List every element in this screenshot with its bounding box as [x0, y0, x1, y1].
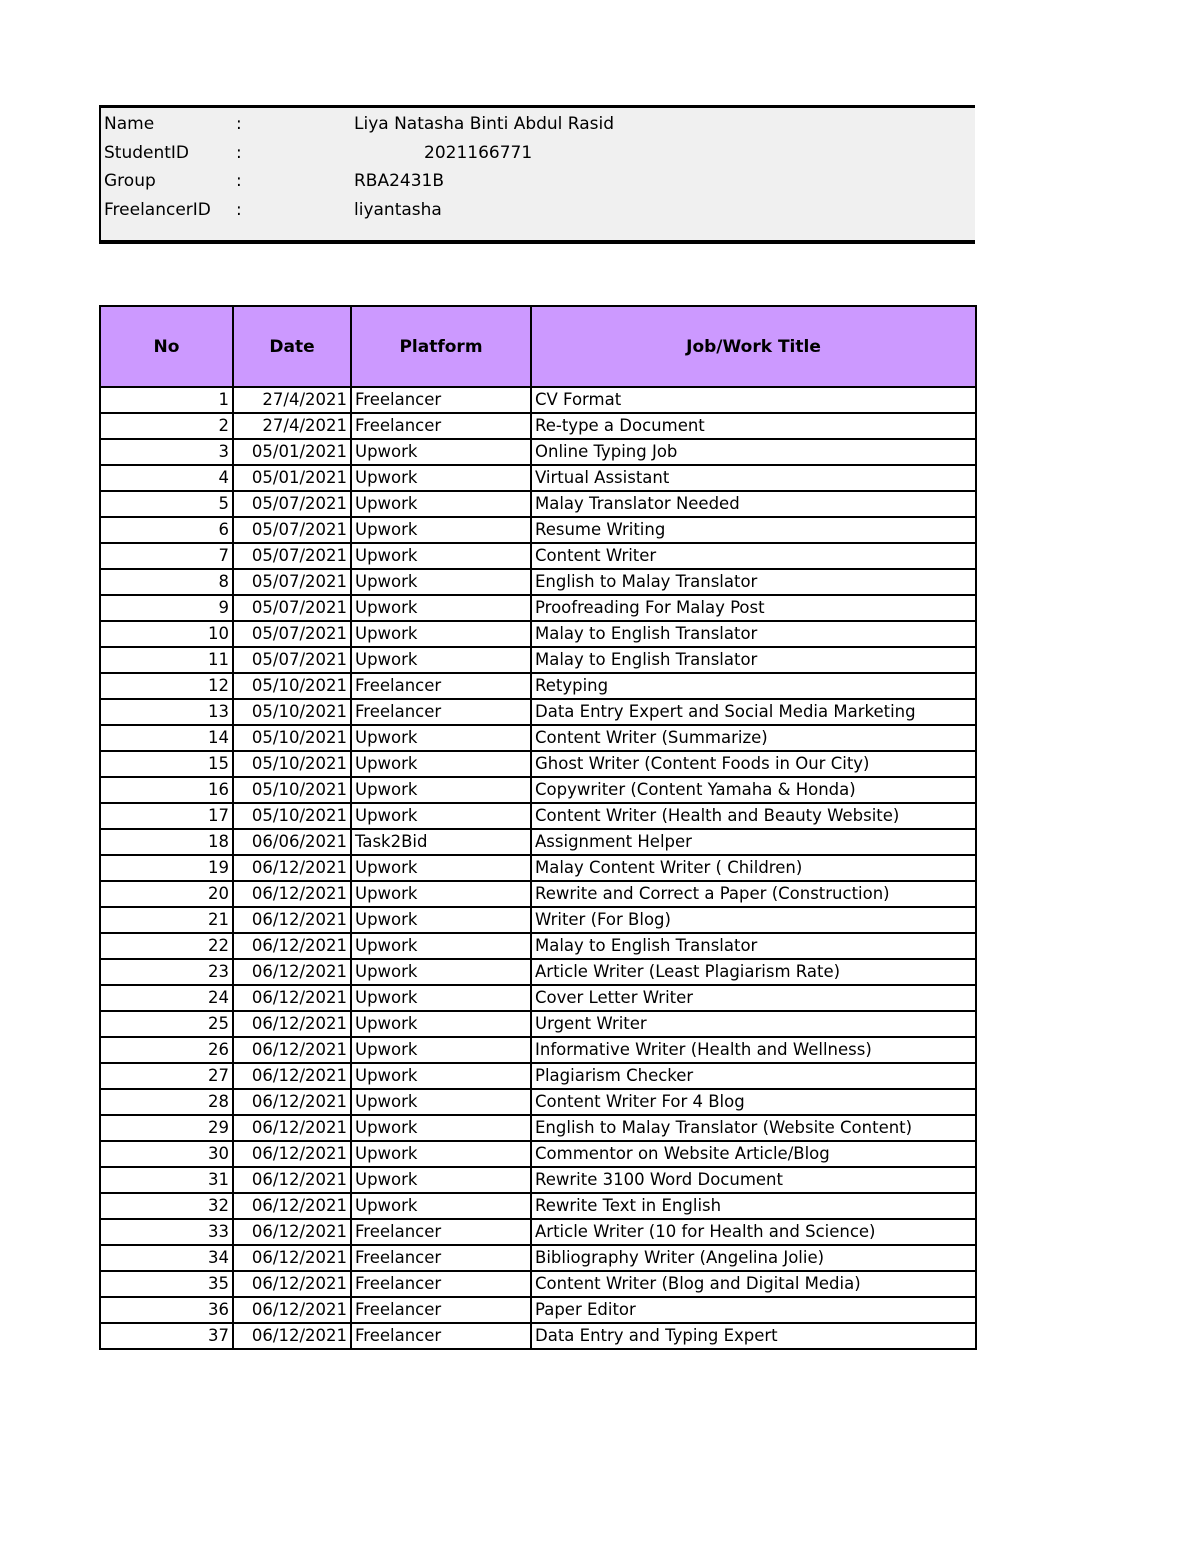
job-log-table — [99, 305, 977, 1350]
table-row — [100, 829, 976, 855]
cell-job-title: Article Writer (10 for Health and Science) — [531, 1219, 976, 1245]
table-header-row — [100, 306, 976, 387]
cell-job-title: Malay to English Translator — [531, 621, 976, 647]
cell-platform: Upwork — [351, 517, 531, 543]
cell-platform: Upwork — [351, 1063, 531, 1089]
cell-job-title: Content Writer For 4 Blog — [531, 1089, 976, 1115]
cell-no: 6 — [100, 517, 233, 543]
cell-platform: Upwork — [351, 959, 531, 985]
table-row — [100, 1245, 976, 1271]
cell-job-title: Malay to English Translator — [531, 933, 976, 959]
cell-date: 06/12/2021 — [233, 1115, 351, 1141]
student-id-value: 2021166771 — [424, 143, 533, 163]
info-row-group — [101, 167, 975, 196]
cell-job-title: Retyping — [531, 673, 976, 699]
group-colon: : — [236, 171, 242, 191]
cell-no: 3 — [100, 439, 233, 465]
cell-platform: Upwork — [351, 439, 531, 465]
cell-platform: Upwork — [351, 907, 531, 933]
cell-no: 35 — [100, 1271, 233, 1297]
table-row — [100, 1115, 976, 1141]
cell-date: 05/01/2021 — [233, 465, 351, 491]
table-row — [100, 1089, 976, 1115]
cell-job-title: Copywriter (Content Yamaha & Honda) — [531, 777, 976, 803]
cell-date: 06/12/2021 — [233, 985, 351, 1011]
name-value: Liya Natasha Binti Abdul Rasid — [354, 114, 615, 134]
cell-no: 26 — [100, 1037, 233, 1063]
cell-platform: Upwork — [351, 491, 531, 517]
cell-no: 5 — [100, 491, 233, 517]
cell-platform: Freelancer — [351, 1271, 531, 1297]
cell-date: 05/07/2021 — [233, 569, 351, 595]
cell-platform: Upwork — [351, 1141, 531, 1167]
cell-date: 06/12/2021 — [233, 1167, 351, 1193]
freelancer-id-label: FreelancerID — [104, 200, 211, 220]
cell-platform: Upwork — [351, 1037, 531, 1063]
cell-no: 29 — [100, 1115, 233, 1141]
cell-no: 33 — [100, 1219, 233, 1245]
cell-platform: Upwork — [351, 543, 531, 569]
table-row — [100, 439, 976, 465]
cell-no: 13 — [100, 699, 233, 725]
header-platform: Platform — [351, 306, 531, 387]
freelancer-id-colon: : — [236, 200, 242, 220]
table-row — [100, 725, 976, 751]
cell-platform: Upwork — [351, 881, 531, 907]
group-value: RBA2431B — [354, 171, 445, 191]
cell-platform: Upwork — [351, 1011, 531, 1037]
cell-no: 4 — [100, 465, 233, 491]
cell-no: 27 — [100, 1063, 233, 1089]
cell-no: 30 — [100, 1141, 233, 1167]
cell-job-title: Content Writer (Blog and Digital Media) — [531, 1271, 976, 1297]
header-no: No — [100, 306, 233, 387]
cell-job-title: Commentor on Website Article/Blog — [531, 1141, 976, 1167]
cell-no: 28 — [100, 1089, 233, 1115]
cell-platform: Freelancer — [351, 1245, 531, 1271]
cell-no: 24 — [100, 985, 233, 1011]
table-row — [100, 543, 976, 569]
table-row — [100, 595, 976, 621]
cell-date: 06/12/2021 — [233, 959, 351, 985]
cell-job-title: Re-type a Document — [531, 413, 976, 439]
cell-platform: Upwork — [351, 1089, 531, 1115]
cell-job-title: Rewrite 3100 Word Document — [531, 1167, 976, 1193]
cell-job-title: Data Entry Expert and Social Media Marketing — [531, 699, 976, 725]
table-row — [100, 1141, 976, 1167]
cell-job-title: Virtual Assistant — [531, 465, 976, 491]
cell-date: 05/10/2021 — [233, 803, 351, 829]
student-id-label: StudentID — [104, 143, 190, 163]
cell-platform: Freelancer — [351, 699, 531, 725]
cell-date: 06/12/2021 — [233, 1271, 351, 1297]
cell-job-title: Urgent Writer — [531, 1011, 976, 1037]
cell-no: 31 — [100, 1167, 233, 1193]
cell-date: 06/12/2021 — [233, 1193, 351, 1219]
table-row — [100, 1063, 976, 1089]
cell-job-title: Rewrite Text in English — [531, 1193, 976, 1219]
cell-job-title: Malay to English Translator — [531, 647, 976, 673]
info-row-freelancer-id — [101, 196, 975, 225]
table-row — [100, 1011, 976, 1037]
cell-no: 2 — [100, 413, 233, 439]
cell-job-title: Plagiarism Checker — [531, 1063, 976, 1089]
cell-platform: Freelancer — [351, 673, 531, 699]
cell-date: 06/12/2021 — [233, 881, 351, 907]
cell-date: 06/12/2021 — [233, 855, 351, 881]
cell-job-title: Rewrite and Correct a Paper (Construction) — [531, 881, 976, 907]
cell-job-title: Article Writer (Least Plagiarism Rate) — [531, 959, 976, 985]
table-row — [100, 491, 976, 517]
cell-job-title: Paper Editor — [531, 1297, 976, 1323]
cell-no: 34 — [100, 1245, 233, 1271]
cell-date: 05/07/2021 — [233, 621, 351, 647]
cell-date: 06/12/2021 — [233, 907, 351, 933]
cell-platform: Task2Bid — [351, 829, 531, 855]
cell-platform: Upwork — [351, 465, 531, 491]
table-row — [100, 1193, 976, 1219]
name-colon: : — [236, 114, 242, 134]
cell-date: 05/10/2021 — [233, 777, 351, 803]
header-job-title: Job/Work Title — [531, 306, 976, 387]
cell-platform: Upwork — [351, 751, 531, 777]
table-row — [100, 517, 976, 543]
cell-platform: Upwork — [351, 1167, 531, 1193]
cell-no: 32 — [100, 1193, 233, 1219]
group-label: Group — [104, 171, 156, 191]
cell-platform: Freelancer — [351, 1297, 531, 1323]
cell-job-title: Data Entry and Typing Expert — [531, 1323, 976, 1349]
cell-job-title: Ghost Writer (Content Foods in Our City) — [531, 751, 976, 777]
cell-job-title: Cover Letter Writer — [531, 985, 976, 1011]
cell-date: 06/12/2021 — [233, 1063, 351, 1089]
cell-job-title: Content Writer (Health and Beauty Website) — [531, 803, 976, 829]
cell-no: 9 — [100, 595, 233, 621]
cell-platform: Upwork — [351, 985, 531, 1011]
cell-platform: Freelancer — [351, 387, 531, 413]
table-row — [100, 933, 976, 959]
cell-no: 7 — [100, 543, 233, 569]
cell-job-title: Content Writer (Summarize) — [531, 725, 976, 751]
table-row — [100, 673, 976, 699]
cell-date: 06/12/2021 — [233, 1141, 351, 1167]
table-body — [100, 387, 976, 1349]
cell-platform: Upwork — [351, 1193, 531, 1219]
cell-platform: Upwork — [351, 647, 531, 673]
table-row — [100, 959, 976, 985]
cell-job-title: Malay Content Writer ( Children) — [531, 855, 976, 881]
cell-date: 06/12/2021 — [233, 1219, 351, 1245]
cell-no: 25 — [100, 1011, 233, 1037]
cell-platform: Upwork — [351, 621, 531, 647]
table-row — [100, 803, 976, 829]
table-row — [100, 1037, 976, 1063]
cell-platform: Upwork — [351, 1115, 531, 1141]
cell-job-title: English to Malay Translator — [531, 569, 976, 595]
cell-date: 05/10/2021 — [233, 725, 351, 751]
table-row — [100, 855, 976, 881]
cell-no: 1 — [100, 387, 233, 413]
cell-no: 19 — [100, 855, 233, 881]
table-row — [100, 1219, 976, 1245]
cell-no: 8 — [100, 569, 233, 595]
cell-platform: Freelancer — [351, 1219, 531, 1245]
cell-date: 05/07/2021 — [233, 517, 351, 543]
table-row — [100, 881, 976, 907]
header-date: Date — [233, 306, 351, 387]
cell-no: 14 — [100, 725, 233, 751]
student-info-box — [99, 105, 975, 244]
table-row — [100, 413, 976, 439]
table-row — [100, 1323, 976, 1349]
cell-no: 36 — [100, 1297, 233, 1323]
cell-platform: Freelancer — [351, 413, 531, 439]
table-row — [100, 647, 976, 673]
cell-job-title: Proofreading For Malay Post — [531, 595, 976, 621]
cell-date: 06/12/2021 — [233, 1297, 351, 1323]
cell-job-title: Content Writer — [531, 543, 976, 569]
cell-date: 05/07/2021 — [233, 543, 351, 569]
cell-no: 18 — [100, 829, 233, 855]
cell-platform: Upwork — [351, 803, 531, 829]
cell-no: 10 — [100, 621, 233, 647]
cell-platform: Upwork — [351, 933, 531, 959]
cell-date: 06/12/2021 — [233, 1089, 351, 1115]
cell-date: 06/12/2021 — [233, 1011, 351, 1037]
cell-date: 06/12/2021 — [233, 933, 351, 959]
table-row — [100, 569, 976, 595]
cell-no: 12 — [100, 673, 233, 699]
table-row — [100, 1271, 976, 1297]
cell-no: 11 — [100, 647, 233, 673]
cell-job-title: Writer (For Blog) — [531, 907, 976, 933]
cell-date: 05/01/2021 — [233, 439, 351, 465]
cell-date: 27/4/2021 — [233, 387, 351, 413]
cell-date: 06/12/2021 — [233, 1245, 351, 1271]
table-row — [100, 1167, 976, 1193]
cell-platform: Upwork — [351, 569, 531, 595]
cell-platform: Freelancer — [351, 1323, 531, 1349]
cell-date: 06/12/2021 — [233, 1323, 351, 1349]
cell-no: 22 — [100, 933, 233, 959]
cell-job-title: CV Format — [531, 387, 976, 413]
table-row — [100, 907, 976, 933]
info-row-name — [101, 110, 975, 139]
cell-platform: Upwork — [351, 855, 531, 881]
student-id-colon: : — [236, 143, 242, 163]
cell-date: 06/06/2021 — [233, 829, 351, 855]
table-row — [100, 985, 976, 1011]
cell-job-title: Bibliography Writer (Angelina Jolie) — [531, 1245, 976, 1271]
cell-job-title: Online Typing Job — [531, 439, 976, 465]
cell-date: 05/10/2021 — [233, 699, 351, 725]
table-row — [100, 387, 976, 413]
cell-no: 15 — [100, 751, 233, 777]
cell-date: 05/07/2021 — [233, 647, 351, 673]
cell-no: 21 — [100, 907, 233, 933]
cell-job-title: Informative Writer (Health and Wellness) — [531, 1037, 976, 1063]
freelancer-id-value: liyantasha — [354, 200, 442, 220]
cell-no: 17 — [100, 803, 233, 829]
table-row — [100, 1297, 976, 1323]
cell-platform: Upwork — [351, 725, 531, 751]
cell-no: 16 — [100, 777, 233, 803]
cell-date: 05/07/2021 — [233, 491, 351, 517]
cell-date: 05/10/2021 — [233, 751, 351, 777]
cell-platform: Upwork — [351, 777, 531, 803]
table-row — [100, 751, 976, 777]
cell-job-title: Malay Translator Needed — [531, 491, 976, 517]
cell-date: 27/4/2021 — [233, 413, 351, 439]
table-row — [100, 621, 976, 647]
cell-job-title: Assignment Helper — [531, 829, 976, 855]
info-row-student-id — [101, 139, 975, 168]
cell-job-title: English to Malay Translator (Website Content) — [531, 1115, 976, 1141]
cell-date: 06/12/2021 — [233, 1037, 351, 1063]
cell-platform: Upwork — [351, 595, 531, 621]
name-label: Name — [104, 114, 155, 134]
cell-no: 23 — [100, 959, 233, 985]
table-row — [100, 699, 976, 725]
table-row — [100, 465, 976, 491]
table-row — [100, 777, 976, 803]
cell-no: 20 — [100, 881, 233, 907]
cell-date: 05/10/2021 — [233, 673, 351, 699]
cell-job-title: Resume Writing — [531, 517, 976, 543]
cell-no: 37 — [100, 1323, 233, 1349]
cell-date: 05/07/2021 — [233, 595, 351, 621]
